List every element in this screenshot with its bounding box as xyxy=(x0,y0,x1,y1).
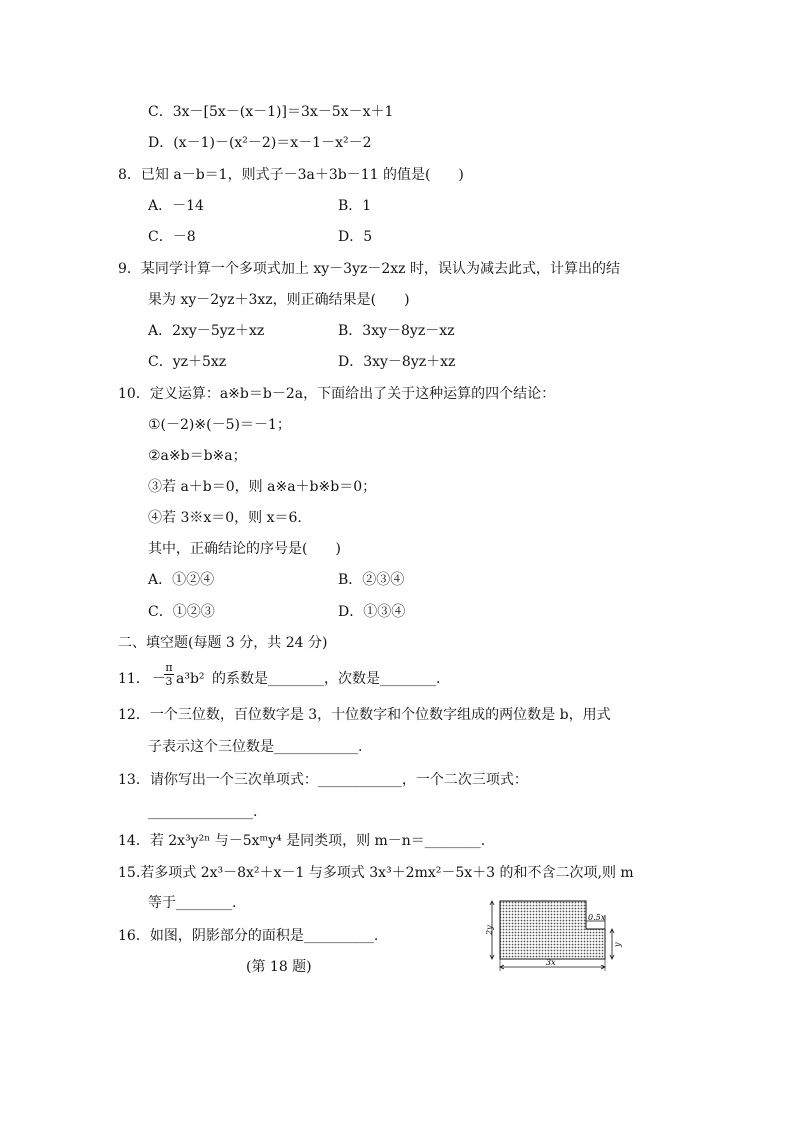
q11-fraction-denominator: 3 xyxy=(165,675,173,688)
q11-minus: － xyxy=(152,671,166,687)
q12-line2: 子表示这个三位数是____________. xyxy=(148,739,363,755)
q8-option-d: D．5 xyxy=(338,229,373,245)
q15-line1: 15.若多项式 2x³－8x²＋x－1 与多项式 3x³＋2mx²－5x＋3 的和不含二次项,则 m xyxy=(118,865,634,881)
q10-option-d: D．①③④ xyxy=(338,604,406,620)
q9-option-c: C．yz＋5xz xyxy=(148,354,227,370)
q11-fraction xyxy=(164,661,174,688)
label-left: 2y xyxy=(485,925,494,935)
q11-term: a³b² xyxy=(176,671,205,687)
q8-option-b: B．1 xyxy=(338,198,372,214)
shaded-region xyxy=(500,901,605,959)
q11-text: 的系数是________，次数是________. xyxy=(212,671,441,687)
q9-stem-line2: 果为 xy－2yz＋3xz，则正确结果是( ) xyxy=(148,292,410,308)
q9-option-a: A．2xy－5yz＋xz xyxy=(148,323,265,339)
q15-line2: 等于________. xyxy=(148,895,237,911)
q13-line2: _______________. xyxy=(148,804,258,820)
q12-line1: 12．一个三位数，百位数字是 3，十位数字和个位数字组成的两位数是 b，用式 xyxy=(118,707,611,723)
q13-line1: 13．请你写出一个三次单项式：____________，一个二次三项式： xyxy=(118,772,528,788)
q10-option-c: C．①②③ xyxy=(148,604,215,620)
q7-option-c: C．3x－[5x－(x－1)]＝3x－5x－x＋1 xyxy=(148,104,394,120)
q9-option-d: D．3xy－8yz＋xz xyxy=(338,354,456,370)
shaded-region-figure xyxy=(484,895,624,975)
q10-statement-1: ①(－2)※(－5)＝－1； xyxy=(148,417,291,433)
q7-option-d: D．(x－1)－(x²－2)＝x－1－x²－2 xyxy=(148,135,372,151)
q16-text: 16．如图，阴影部分的面积是__________. xyxy=(118,928,379,944)
q8-stem: 8．已知 a－b＝1，则式子－3a＋3b－11 的值是( ) xyxy=(118,167,464,183)
q10-stem: 10．定义运算：a※b＝b－2a，下面给出了关于这种运算的四个结论： xyxy=(118,386,556,402)
q8-option-c: C．－8 xyxy=(148,229,196,245)
label-top: 0.5x xyxy=(588,913,606,922)
q10-option-b: B．②③④ xyxy=(338,572,405,588)
section-2-title: 二、填空题(每题 3 分，共 24 分) xyxy=(118,635,328,651)
q10-statement-2: ②a※b＝b※a； xyxy=(148,448,247,464)
q11-fraction-numerator: π xyxy=(165,661,173,674)
q10-statement-3: ③若 a＋b＝0，则 a※a＋b※b＝0； xyxy=(148,479,377,495)
q10-option-a: A．①②④ xyxy=(148,572,215,588)
q10-statement-4: ④若 3※x＝0，则 x＝6. xyxy=(148,510,302,526)
q9-stem-line1: 9．某同学计算一个多项式加上 xy－3yz－2xz 时，误认为减去此式，计算出的结 xyxy=(118,261,620,277)
label-bottom: 3x xyxy=(546,958,556,967)
q9-option-b: B．3xy－8yz－xz xyxy=(338,323,455,339)
q8-option-a: A．－14 xyxy=(148,198,204,214)
figure-caption: (第 18 题) xyxy=(246,959,312,975)
q10-ask: 其中，正确结论的序号是( ) xyxy=(148,541,341,557)
q11-number: 11． xyxy=(118,671,150,687)
label-right: y xyxy=(613,942,622,947)
q14-text: 14．若 2x³y²ⁿ 与－5xᵐy⁴ 是同类项，则 m－n＝________. xyxy=(118,833,486,849)
